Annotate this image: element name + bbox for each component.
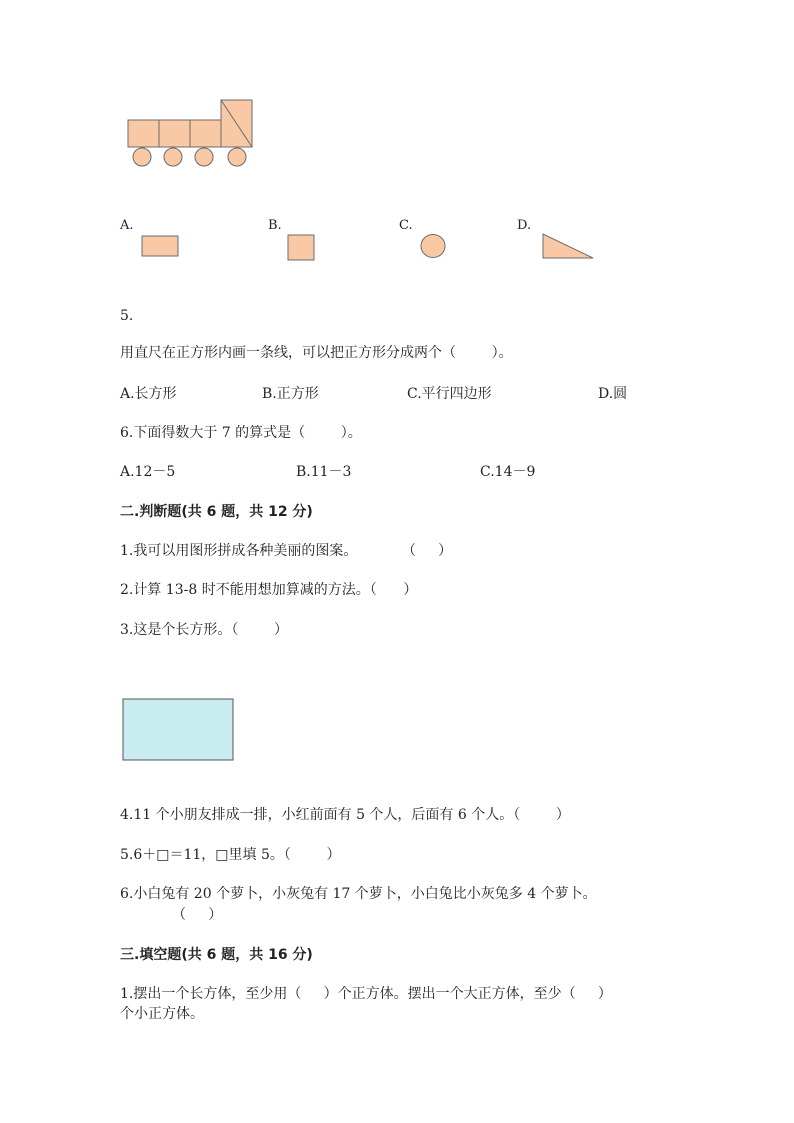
truck-body-block-2 <box>159 120 190 147</box>
q6-option-c[interactable]: C.14－9 <box>480 464 536 480</box>
judge-item-5: 5.6＋□＝11，□里填 5。（ ） <box>120 847 341 863</box>
option-a-rectangle-shape <box>141 235 181 259</box>
truck-body-block-1 <box>128 120 159 147</box>
judge-item-1: 1.我可以用图形拼成各种美丽的图案。 （ ） <box>120 543 453 559</box>
judge-item-6-answer: （ ） <box>172 907 223 923</box>
fill-item-1-line-2: 个小正方体。 <box>120 1006 204 1022</box>
truck-wheel-4 <box>228 148 246 166</box>
q5-option-c[interactable]: C.平行四边形 <box>407 386 492 402</box>
option-c-circle-shape <box>420 233 448 261</box>
judge-item-4: 4.11 个小朋友排成一排，小红前面有 5 个人，后面有 6 个人。（ ） <box>120 807 570 823</box>
truck-body-block-3 <box>190 120 221 147</box>
judge-item-3: 3.这是个长方形。（ ） <box>120 622 288 638</box>
q5-question: 用直尺在正方形内画一条线，可以把正方形分成两个（ ）。 <box>120 345 513 361</box>
q5-option-b[interactable]: B.正方形 <box>262 386 319 402</box>
q4-option-d-label[interactable]: D. <box>517 218 532 233</box>
rectangle-figure <box>122 698 236 762</box>
q5-number: 5. <box>120 308 134 324</box>
judge-item-2: 2.计算 13-8 时不能用想加算减的方法。（ ） <box>120 582 418 598</box>
q6-option-b[interactable]: B.11－3 <box>296 464 352 480</box>
q4-option-a-label[interactable]: A. <box>120 218 134 233</box>
section-2-title: 二.判断题(共 6 题，共 12 分) <box>120 504 313 520</box>
q5-option-d[interactable]: D.圆 <box>598 386 628 402</box>
truck-figure <box>126 98 256 168</box>
truck-wheel-2 <box>164 148 182 166</box>
section-3-title: 三.填空题(共 6 题，共 16 分) <box>120 947 313 963</box>
q4-option-b-label[interactable]: B. <box>268 218 282 233</box>
q4-option-c-label[interactable]: C. <box>399 218 413 233</box>
q6-option-a[interactable]: A.12－5 <box>120 464 176 480</box>
option-d-triangle-shape <box>541 232 597 262</box>
option-b-square-shape <box>287 234 317 262</box>
q6-question: 6.下面得数大于 7 的算式是（ ）。 <box>120 425 362 441</box>
truck-wheel-1 <box>133 148 151 166</box>
q5-option-a[interactable]: A.长方形 <box>120 386 177 402</box>
judge-item-6: 6.小白兔有 20 个萝卜，小灰兔有 17 个萝卜，小白兔比小灰兔多 4 个萝卜。 <box>120 886 597 902</box>
fill-item-1-line-1: 1.摆出一个长方体，至少用（ ）个正方体。摆出一个大正方体，至少（ ） <box>120 986 612 1002</box>
truck-wheel-3 <box>195 148 213 166</box>
